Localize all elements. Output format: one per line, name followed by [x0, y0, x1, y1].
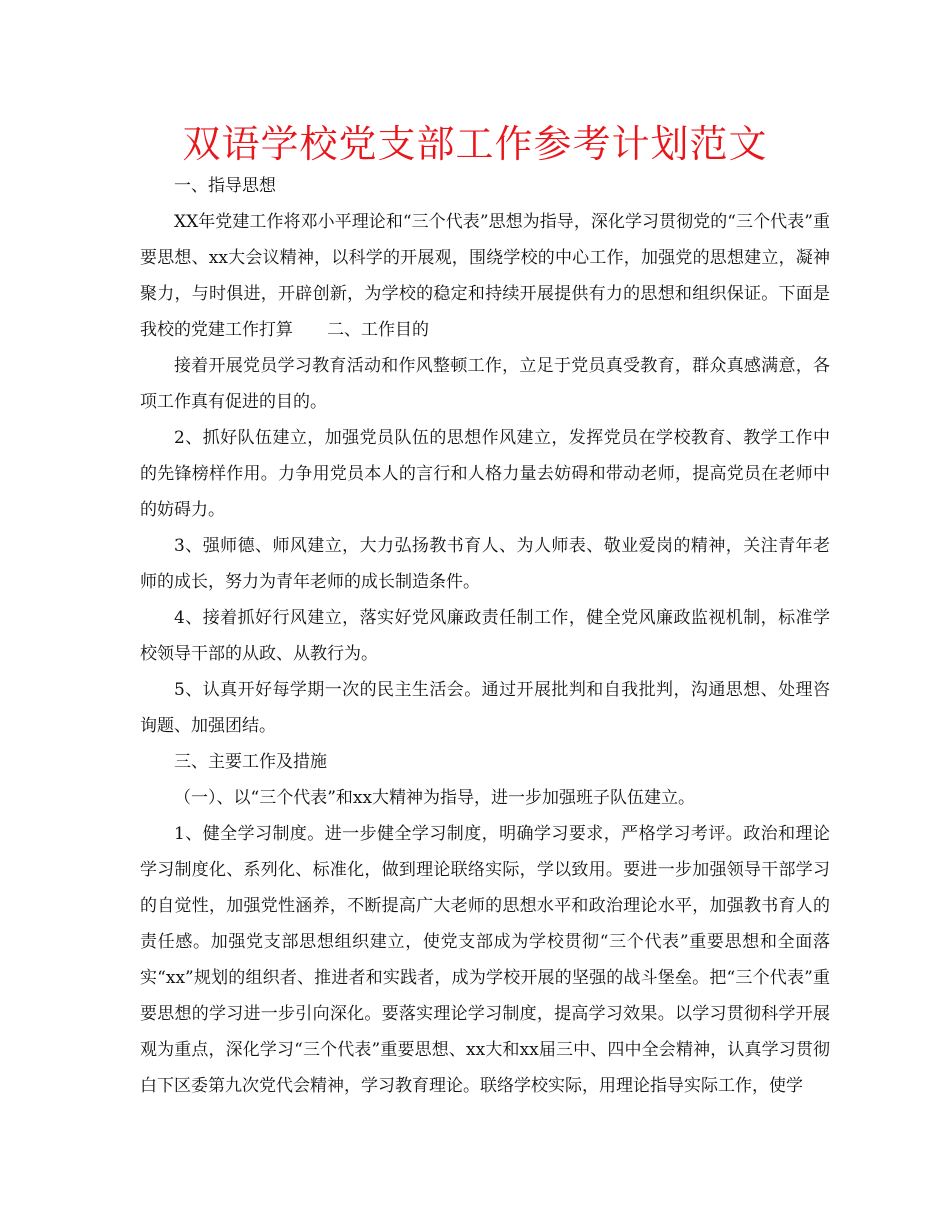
- paragraph: 2、抓好队伍建立，加强党员队伍的思想作风建立，发挥党员在学校教育、教学工作中的先锋榜样作用。力争用党员本人的言行和人格力量去妨碍和带动老师，提高党员在老师中的妨碍力。: [140, 428, 830, 520]
- paragraph: 一、指导思想: [174, 176, 276, 196]
- paragraph: 4、接着抓好行风建立，落实好党风廉政责任制工作，健全党风廉政监视机制，标准学校领导干部的从政、从教行为。: [140, 608, 830, 664]
- paragraph: 三、主要工作及措施: [174, 752, 327, 772]
- paragraph: 3、强师德、师风建立，大力弘扬教书育人、为人师表、敬业爱岗的精神，关注青年老师的成长，努力为青年老师的成长制造条件。: [140, 536, 830, 592]
- paragraph: 1、健全学习制度。进一步健全学习制度，明确学习要求，严格学习考评。政治和理论学习制度化、系列化、标准化，做到理论联络实际，学以致用。要进一步加强领导干部学习的自觉性，加强党性涵养，不断提高广大老师的思想水平和政治理论水平，加强教书育人的责任感。加强党支部思想组织建立，使党支部成为学校贯彻“三个代表”重要思想和全面落实“xx”规划的组织者、推进者和实践者，成为学校开展的坚强的战斗堡垒。把“三个代表”重要思想的学习进一步引向深化。要落实理论学习制度，提高学习效果。以学习贯彻科学开展观为重点，深化学习“三个代表”重要思想、xx大和xx届三中、四中全会精神，认真学习贯彻白下区委第九次党代会精神，学习教育理论。联络学校实际，用理论指导实际工作，使学: [140, 824, 830, 1096]
- document-body: [140, 168, 830, 1104]
- paragraph: XX年党建工作将邓小平理论和“三个代表”思想为指导，深化学习贯彻党的“三个代表”重要思想、xx大会议精神，以科学的开展观，围绕学校的中心工作，加强党的思想建立，凝神聚力，与时俱进，开辟创新，为学校的稳定和持续开展提供有力的思想和组织保证。下面是我校的党建工作打算 二、工作目的: [140, 212, 830, 340]
- paragraph: 5、认真开好每学期一次的民主生活会。通过开展批判和自我批判，沟通思想、处理咨询题、加强团结。: [140, 680, 830, 736]
- document-title: 双语学校党支部工作参考计划范文: [182, 122, 768, 166]
- paragraph: （一）、以“三个代表”和xx大精神为指导，进一步加强班子队伍建立。: [174, 788, 696, 808]
- paragraph: 接着开展党员学习教育活动和作风整顿工作，立足于党员真受教育，群众真感满意，各项工作真有促进的目的。: [140, 356, 830, 412]
